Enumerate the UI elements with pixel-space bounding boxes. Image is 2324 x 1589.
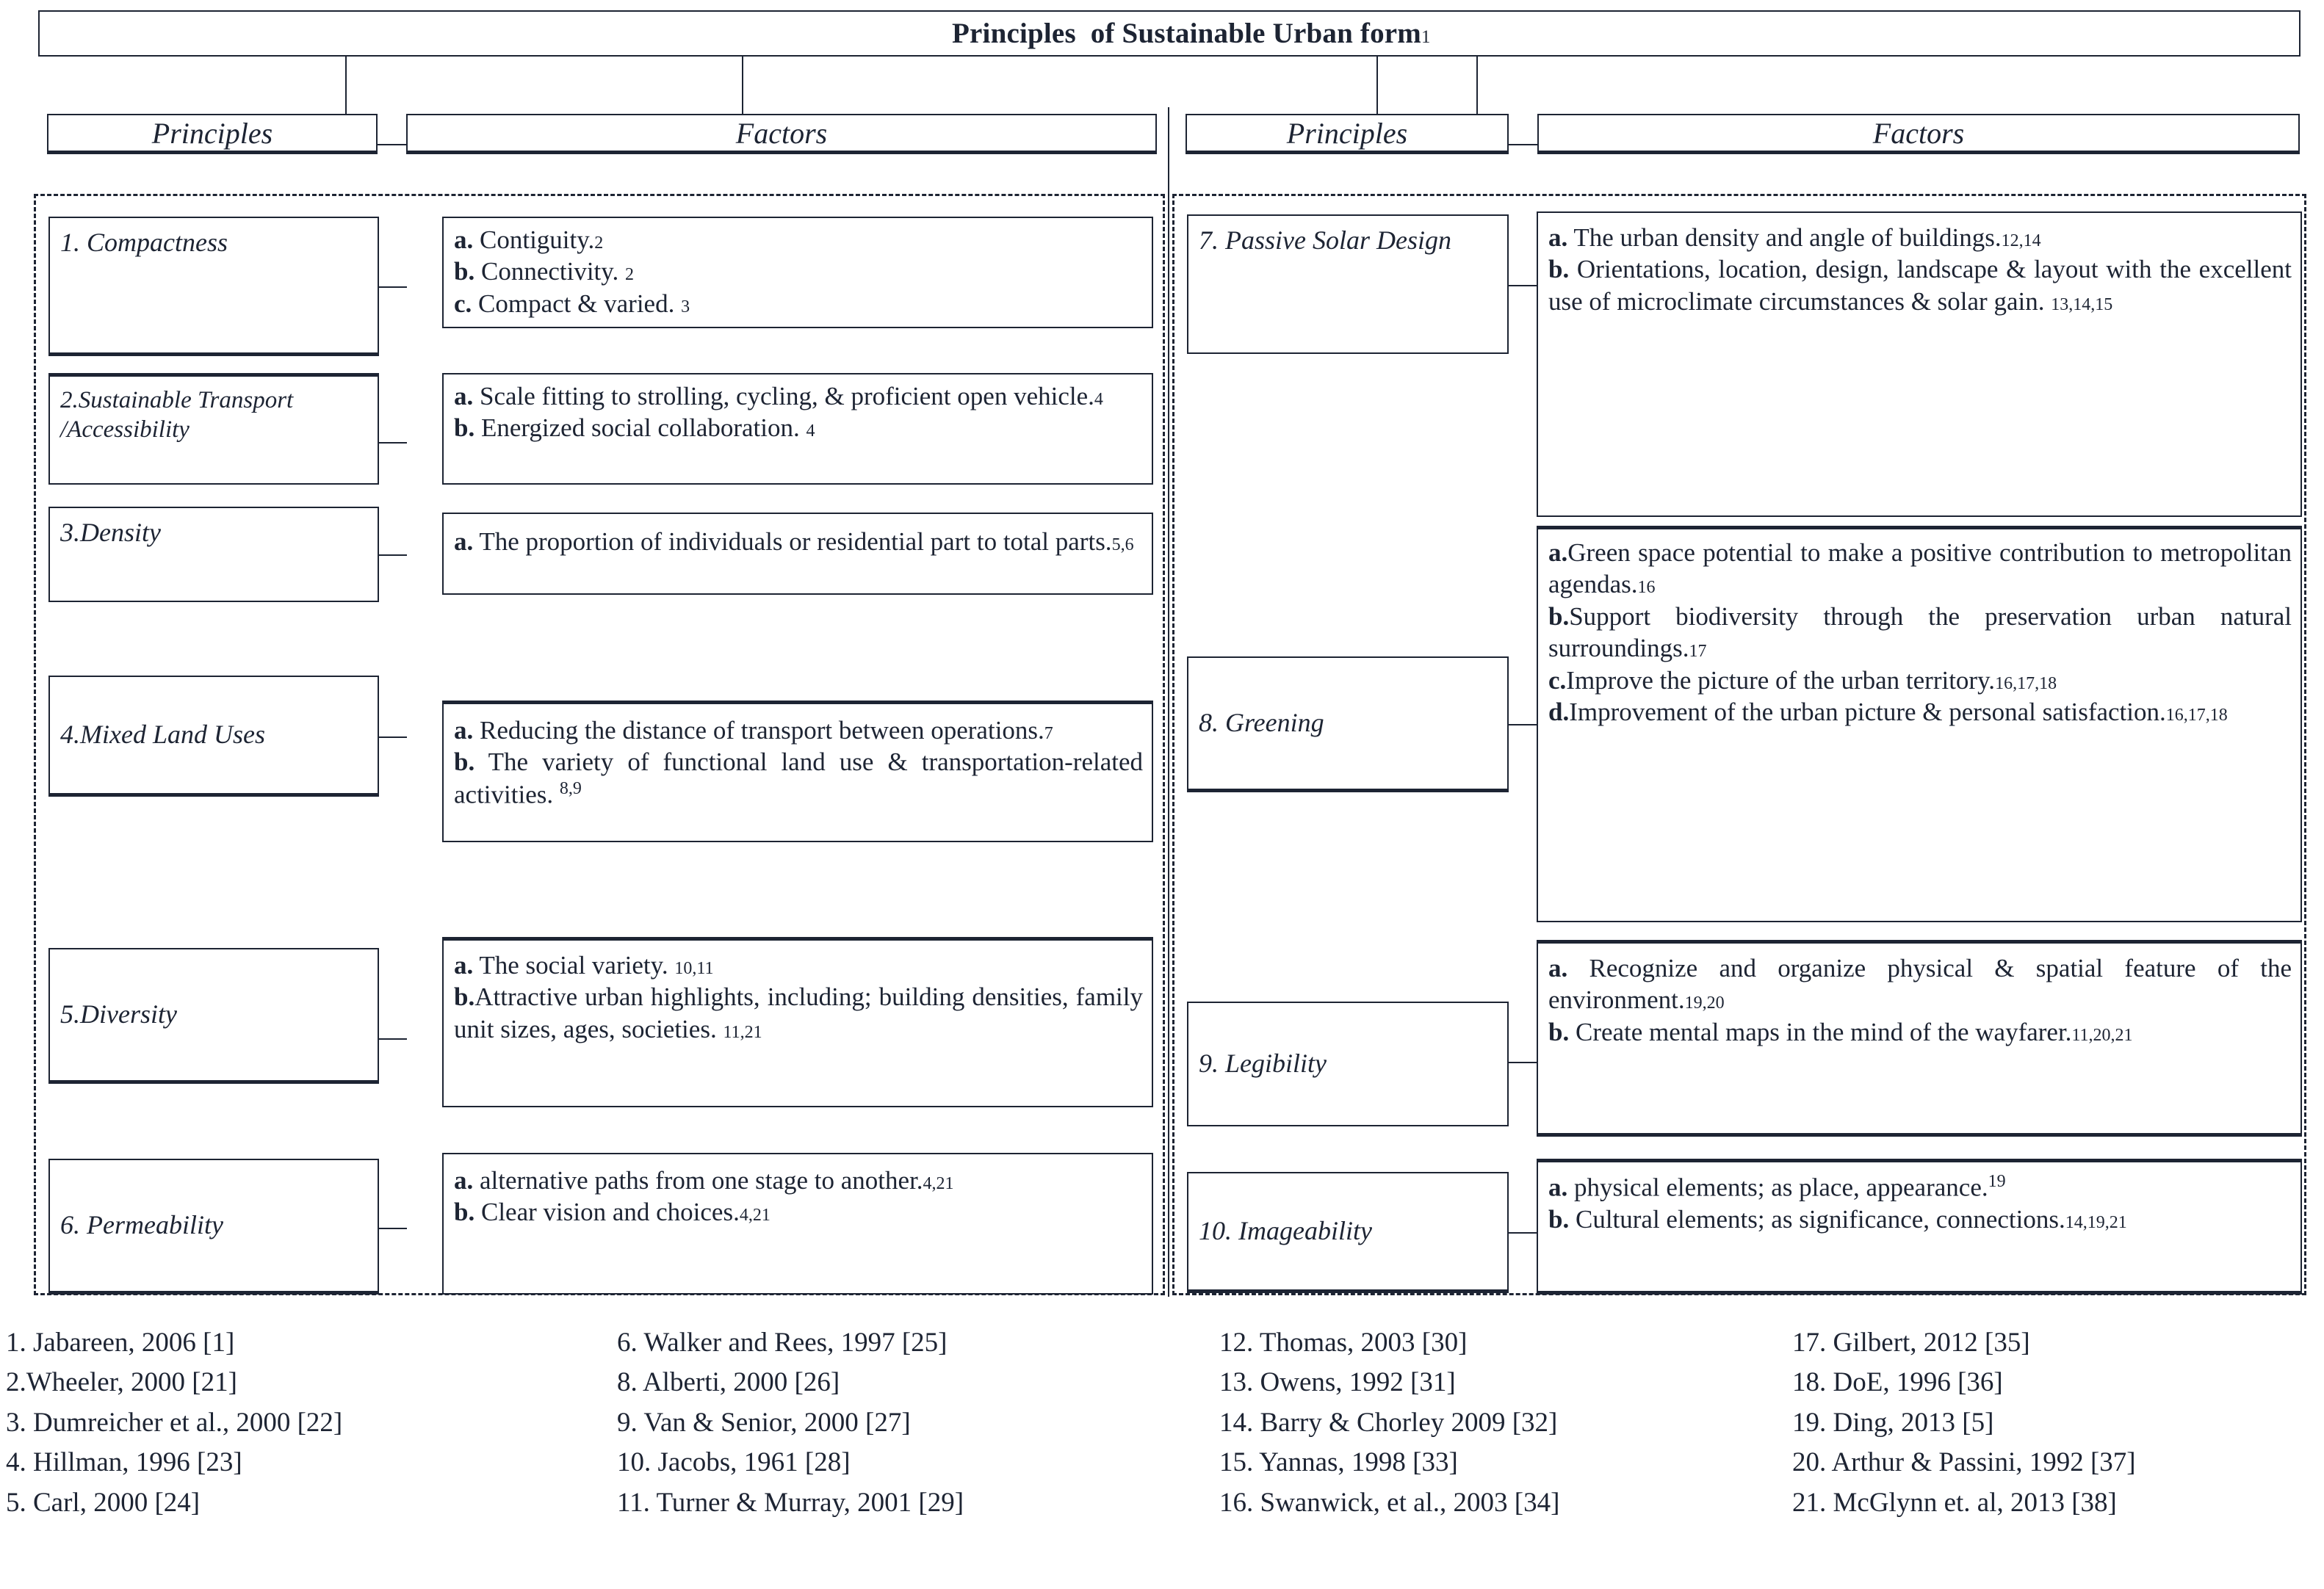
factor-item-8b xyxy=(1548,601,2292,665)
connector-title-right-factors xyxy=(1476,57,1478,114)
reference-item: 20. Arthur & Passini, 1992 [37] xyxy=(1792,1447,2136,1478)
factor-item-10a xyxy=(1548,1171,2292,1203)
principle-box-3 xyxy=(48,507,379,602)
principle-box-7 xyxy=(1187,214,1509,354)
factor-item-1b xyxy=(454,256,1143,287)
reference-column-1 xyxy=(6,1323,593,1523)
reference-list xyxy=(0,1323,2324,1589)
factor-marker-1a: a. xyxy=(454,225,474,254)
factor-text-2b: Energized social collaboration. xyxy=(474,413,806,443)
connector-principle-1 xyxy=(379,286,407,288)
principle-box-10 xyxy=(1187,1172,1509,1293)
principle-label-1: 1. Compactness xyxy=(60,228,228,257)
factor-text-6a: alternative paths from one stage to another. xyxy=(473,1166,923,1195)
factor-text-4b: The variety of functional land use & transportation-related activities. xyxy=(454,748,1143,809)
reference-column-4 xyxy=(1792,1323,2321,1523)
reference-item: 12. Thomas, 2003 [30] xyxy=(1219,1328,1468,1358)
factor-marker-5a: a. xyxy=(454,951,474,980)
factor-refs-8a: 16 xyxy=(1637,578,1656,598)
factor-item-7b xyxy=(1548,253,2292,317)
factor-refs-1b: 2 xyxy=(625,265,635,285)
reference-item: 11. Turner & Murray, 2001 [29] xyxy=(617,1487,964,1518)
factor-item-3a xyxy=(454,526,1143,557)
factor-marker-4b: b. xyxy=(454,748,475,777)
factor-refs-2a: 4 xyxy=(1094,390,1103,409)
factor-item-2a xyxy=(454,380,1143,412)
factor-text-8b: Support biodiversity through the preservation urban natural surroundings. xyxy=(1548,601,2292,663)
factor-text-5b: Attractive urban highlights, including; building densities, family unit sizes, ages, societies. xyxy=(454,982,1143,1043)
factor-marker-8c: c. xyxy=(1548,665,1567,695)
reference-item: 14. Barry & Chorley 2009 [32] xyxy=(1219,1407,1558,1438)
connector-principle-8 xyxy=(1509,724,1537,725)
factor-item-10b xyxy=(1548,1203,2292,1235)
factor-box-7 xyxy=(1537,211,2302,517)
factor-text-9a: Recognize and organize physical & spatial feature of the environment. xyxy=(1548,954,2292,1015)
factor-text-7a: The urban density and angle of buildings. xyxy=(1567,223,2002,252)
factor-refs-4a: 7 xyxy=(1044,724,1053,743)
reference-item: 9. Van & Senior, 2000 [27] xyxy=(617,1407,911,1438)
reference-item: 8. Alberti, 2000 [26] xyxy=(617,1367,840,1398)
reference-item: 4. Hillman, 1996 [23] xyxy=(6,1447,242,1478)
factor-refs-1c: 3 xyxy=(681,297,690,316)
header-left-factors xyxy=(406,114,1157,154)
factor-marker-10b: b. xyxy=(1548,1205,1570,1234)
factor-refs-9b: 11,20,21 xyxy=(2071,1025,2133,1045)
principle-label-7: 7. Passive Solar Design xyxy=(1199,225,1451,255)
factor-item-4a xyxy=(454,714,1143,746)
factor-box-4 xyxy=(442,701,1153,842)
factor-refs-8d: 16,17,18 xyxy=(2165,705,2228,725)
factor-item-6b xyxy=(454,1196,1143,1228)
factor-item-5a xyxy=(454,949,1143,981)
connector-title-left-principles xyxy=(345,57,347,114)
factor-marker-6a: a. xyxy=(454,1166,474,1195)
factor-marker-9a: a. xyxy=(1548,954,1568,982)
reference-item: 13. Owens, 1992 [31] xyxy=(1219,1367,1456,1398)
header-right-principles xyxy=(1186,114,1509,154)
factor-box-3 xyxy=(442,513,1153,595)
reference-item: 16. Swanwick, et al., 2003 [34] xyxy=(1219,1487,1560,1518)
factor-marker-10a: a. xyxy=(1548,1173,1568,1202)
header-right-principles-label: Principles xyxy=(1286,116,1408,150)
principle-label-9: 9. Legibility xyxy=(1199,1049,1327,1079)
factor-text-4a: Reducing the distance of transport between operations. xyxy=(473,716,1044,745)
connector-header-left xyxy=(378,144,406,145)
principle-label-10: 10. Imageability xyxy=(1199,1216,1372,1246)
connector-principle-10 xyxy=(1509,1232,1537,1234)
factor-refs-5b: 11,21 xyxy=(723,1022,762,1042)
factor-item-2b xyxy=(454,412,1143,444)
connector-principle-6 xyxy=(379,1228,407,1229)
reference-item: 19. Ding, 2013 [5] xyxy=(1792,1407,1994,1438)
connector-principle-5 xyxy=(379,1038,407,1040)
reference-item: 5. Carl, 2000 [24] xyxy=(6,1487,201,1518)
page-title-text: Principles of Sustainable Urban form xyxy=(952,18,1421,49)
connector-principle-3 xyxy=(379,554,407,556)
factor-marker-2a: a. xyxy=(454,382,474,410)
factor-box-8 xyxy=(1537,526,2302,922)
factor-box-2 xyxy=(442,373,1153,485)
header-left-principles xyxy=(47,114,378,154)
connector-header-right xyxy=(1509,144,1537,145)
factor-marker-3a: a. xyxy=(454,527,474,556)
principle-label-5: 5.Diversity xyxy=(60,999,177,1029)
page-title-superscript: 1 xyxy=(1421,27,1431,47)
factor-box-5 xyxy=(442,937,1153,1107)
header-right-factors-label: Factors xyxy=(1872,116,1965,150)
factor-text-1a: Contiguity. xyxy=(473,225,595,254)
principle-box-8 xyxy=(1187,656,1509,792)
factor-marker-4a: a. xyxy=(454,716,474,745)
factor-marker-1b: b. xyxy=(454,257,475,286)
connector-title-left-factors xyxy=(742,57,743,114)
principle-box-1 xyxy=(48,217,379,356)
factor-item-8c xyxy=(1548,665,2292,696)
factor-marker-1c: c. xyxy=(454,289,472,318)
factor-text-10a: physical elements; as place, appearance. xyxy=(1567,1173,1988,1202)
principle-box-4 xyxy=(48,676,379,797)
principle-label-4: 4.Mixed Land Uses xyxy=(60,720,265,750)
reference-item: 15. Yannas, 1998 [33] xyxy=(1219,1447,1458,1478)
factor-text-6b: Clear vision and choices. xyxy=(474,1198,740,1227)
factor-marker-5b: b. xyxy=(454,982,475,1012)
factor-refs-7a: 12,14 xyxy=(2001,231,2041,250)
diagram-title-box xyxy=(38,10,2300,57)
factor-item-1c xyxy=(454,288,1143,319)
factor-box-10 xyxy=(1537,1159,2302,1295)
reference-item: 6. Walker and Rees, 1997 [25] xyxy=(617,1328,948,1358)
factor-item-5b xyxy=(454,981,1143,1045)
factor-box-9 xyxy=(1537,940,2302,1137)
reference-item: 3. Dumreicher et al., 2000 [22] xyxy=(6,1407,343,1438)
factor-marker-7a: a. xyxy=(1548,223,1568,252)
principle-label-8: 8. Greening xyxy=(1199,708,1324,738)
header-left-factors-label: Factors xyxy=(735,116,828,150)
factor-marker-8b: b. xyxy=(1548,601,1570,631)
reference-column-3 xyxy=(1219,1323,1792,1523)
factor-text-7b: Orientations, location, design, landscape & layout with the excellent use of microclimate circumstances & solar gain. xyxy=(1548,255,2292,316)
factor-item-1a xyxy=(454,224,1143,256)
factor-item-8a xyxy=(1548,537,2292,601)
factor-text-8c: Improve the picture of the urban territory. xyxy=(1566,665,1996,695)
connector-principle-4 xyxy=(379,736,407,738)
factor-refs-5a: 10,11 xyxy=(674,959,714,978)
factor-refs-3a: 5,6 xyxy=(1111,535,1134,554)
factor-marker-8a: a. xyxy=(1548,538,1568,567)
reference-item: 10. Jacobs, 1961 [28] xyxy=(617,1447,851,1478)
factor-marker-9b: b. xyxy=(1548,1017,1570,1046)
principle-box-5 xyxy=(48,948,379,1084)
factor-refs-4b: 8,9 xyxy=(559,778,582,798)
principle-label-2: 2.Sustainable Transport /Accessibility xyxy=(60,387,294,444)
factor-text-5a: The social variety. xyxy=(473,951,675,980)
factor-refs-10a: 19 xyxy=(1988,1172,2006,1191)
factor-refs-2b: 4 xyxy=(806,421,815,441)
reference-item: 18. DoE, 1996 [36] xyxy=(1792,1367,2003,1398)
factor-item-9a xyxy=(1548,952,2292,1016)
principle-box-9 xyxy=(1187,1002,1509,1126)
factor-box-1 xyxy=(442,217,1153,328)
header-left-principles-label: Principles xyxy=(151,116,273,150)
factor-refs-10b: 14,19,21 xyxy=(2065,1213,2127,1233)
factor-text-8d: Improvement of the urban picture & personal satisfaction. xyxy=(1569,697,2166,726)
factor-marker-8d: d. xyxy=(1548,697,1570,726)
factor-marker-7b: b. xyxy=(1548,255,1570,284)
connector-principle-9 xyxy=(1509,1062,1537,1063)
factor-refs-8b: 17 xyxy=(1689,642,1707,662)
factor-item-8d xyxy=(1548,696,2292,728)
principle-label-6: 6. Permeability xyxy=(60,1210,223,1240)
factor-refs-7b: 13,14,15 xyxy=(2051,294,2113,314)
factor-text-2a: Scale fitting to strolling, cycling, & proficient open vehicle. xyxy=(473,382,1094,410)
reference-item: 21. McGlynn et. al, 2013 [38] xyxy=(1792,1487,2117,1518)
factor-item-9b xyxy=(1548,1016,2292,1048)
page-title xyxy=(908,0,1430,83)
factor-item-7a xyxy=(1548,222,2292,253)
column-divider xyxy=(1168,107,1169,1297)
factor-text-8a: Green space potential to make a positive contribution to metropolitan agendas. xyxy=(1548,538,2292,599)
factor-box-6 xyxy=(442,1153,1153,1295)
factor-text-1b: Connectivity. xyxy=(474,257,626,286)
principle-box-2 xyxy=(48,373,379,485)
factor-text-10b: Cultural elements; as significance, connections. xyxy=(1569,1205,2065,1234)
factor-item-6a xyxy=(454,1165,1143,1196)
principle-box-6 xyxy=(48,1159,379,1295)
connector-principle-7 xyxy=(1509,285,1537,286)
connector-principle-2 xyxy=(379,442,407,444)
factor-refs-6a: 4,21 xyxy=(923,1174,954,1193)
factor-text-1c: Compact & varied. xyxy=(472,289,682,318)
reference-item: 17. Gilbert, 2012 [35] xyxy=(1792,1328,2030,1358)
reference-item: 1. Jabareen, 2006 [1] xyxy=(6,1328,235,1358)
factor-marker-6b: b. xyxy=(454,1198,475,1227)
factor-refs-1a: 2 xyxy=(594,234,604,253)
factor-text-9b: Create mental maps in the mind of the wayfarer. xyxy=(1569,1017,2072,1046)
factor-refs-8c: 16,17,18 xyxy=(1995,673,2057,693)
reference-item: 2.Wheeler, 2000 [21] xyxy=(6,1367,237,1398)
connector-title-right-principles xyxy=(1376,57,1378,114)
factor-marker-2b: b. xyxy=(454,413,475,443)
header-right-factors xyxy=(1537,114,2300,154)
factor-item-4b xyxy=(454,746,1143,810)
factor-text-3a: The proportion of individuals or residential part to total parts. xyxy=(473,527,1112,556)
principle-label-3: 3.Density xyxy=(60,518,161,547)
factor-refs-6b: 4,21 xyxy=(739,1206,771,1226)
factor-refs-9a: 19,20 xyxy=(1684,993,1725,1013)
reference-column-2 xyxy=(617,1323,1205,1523)
